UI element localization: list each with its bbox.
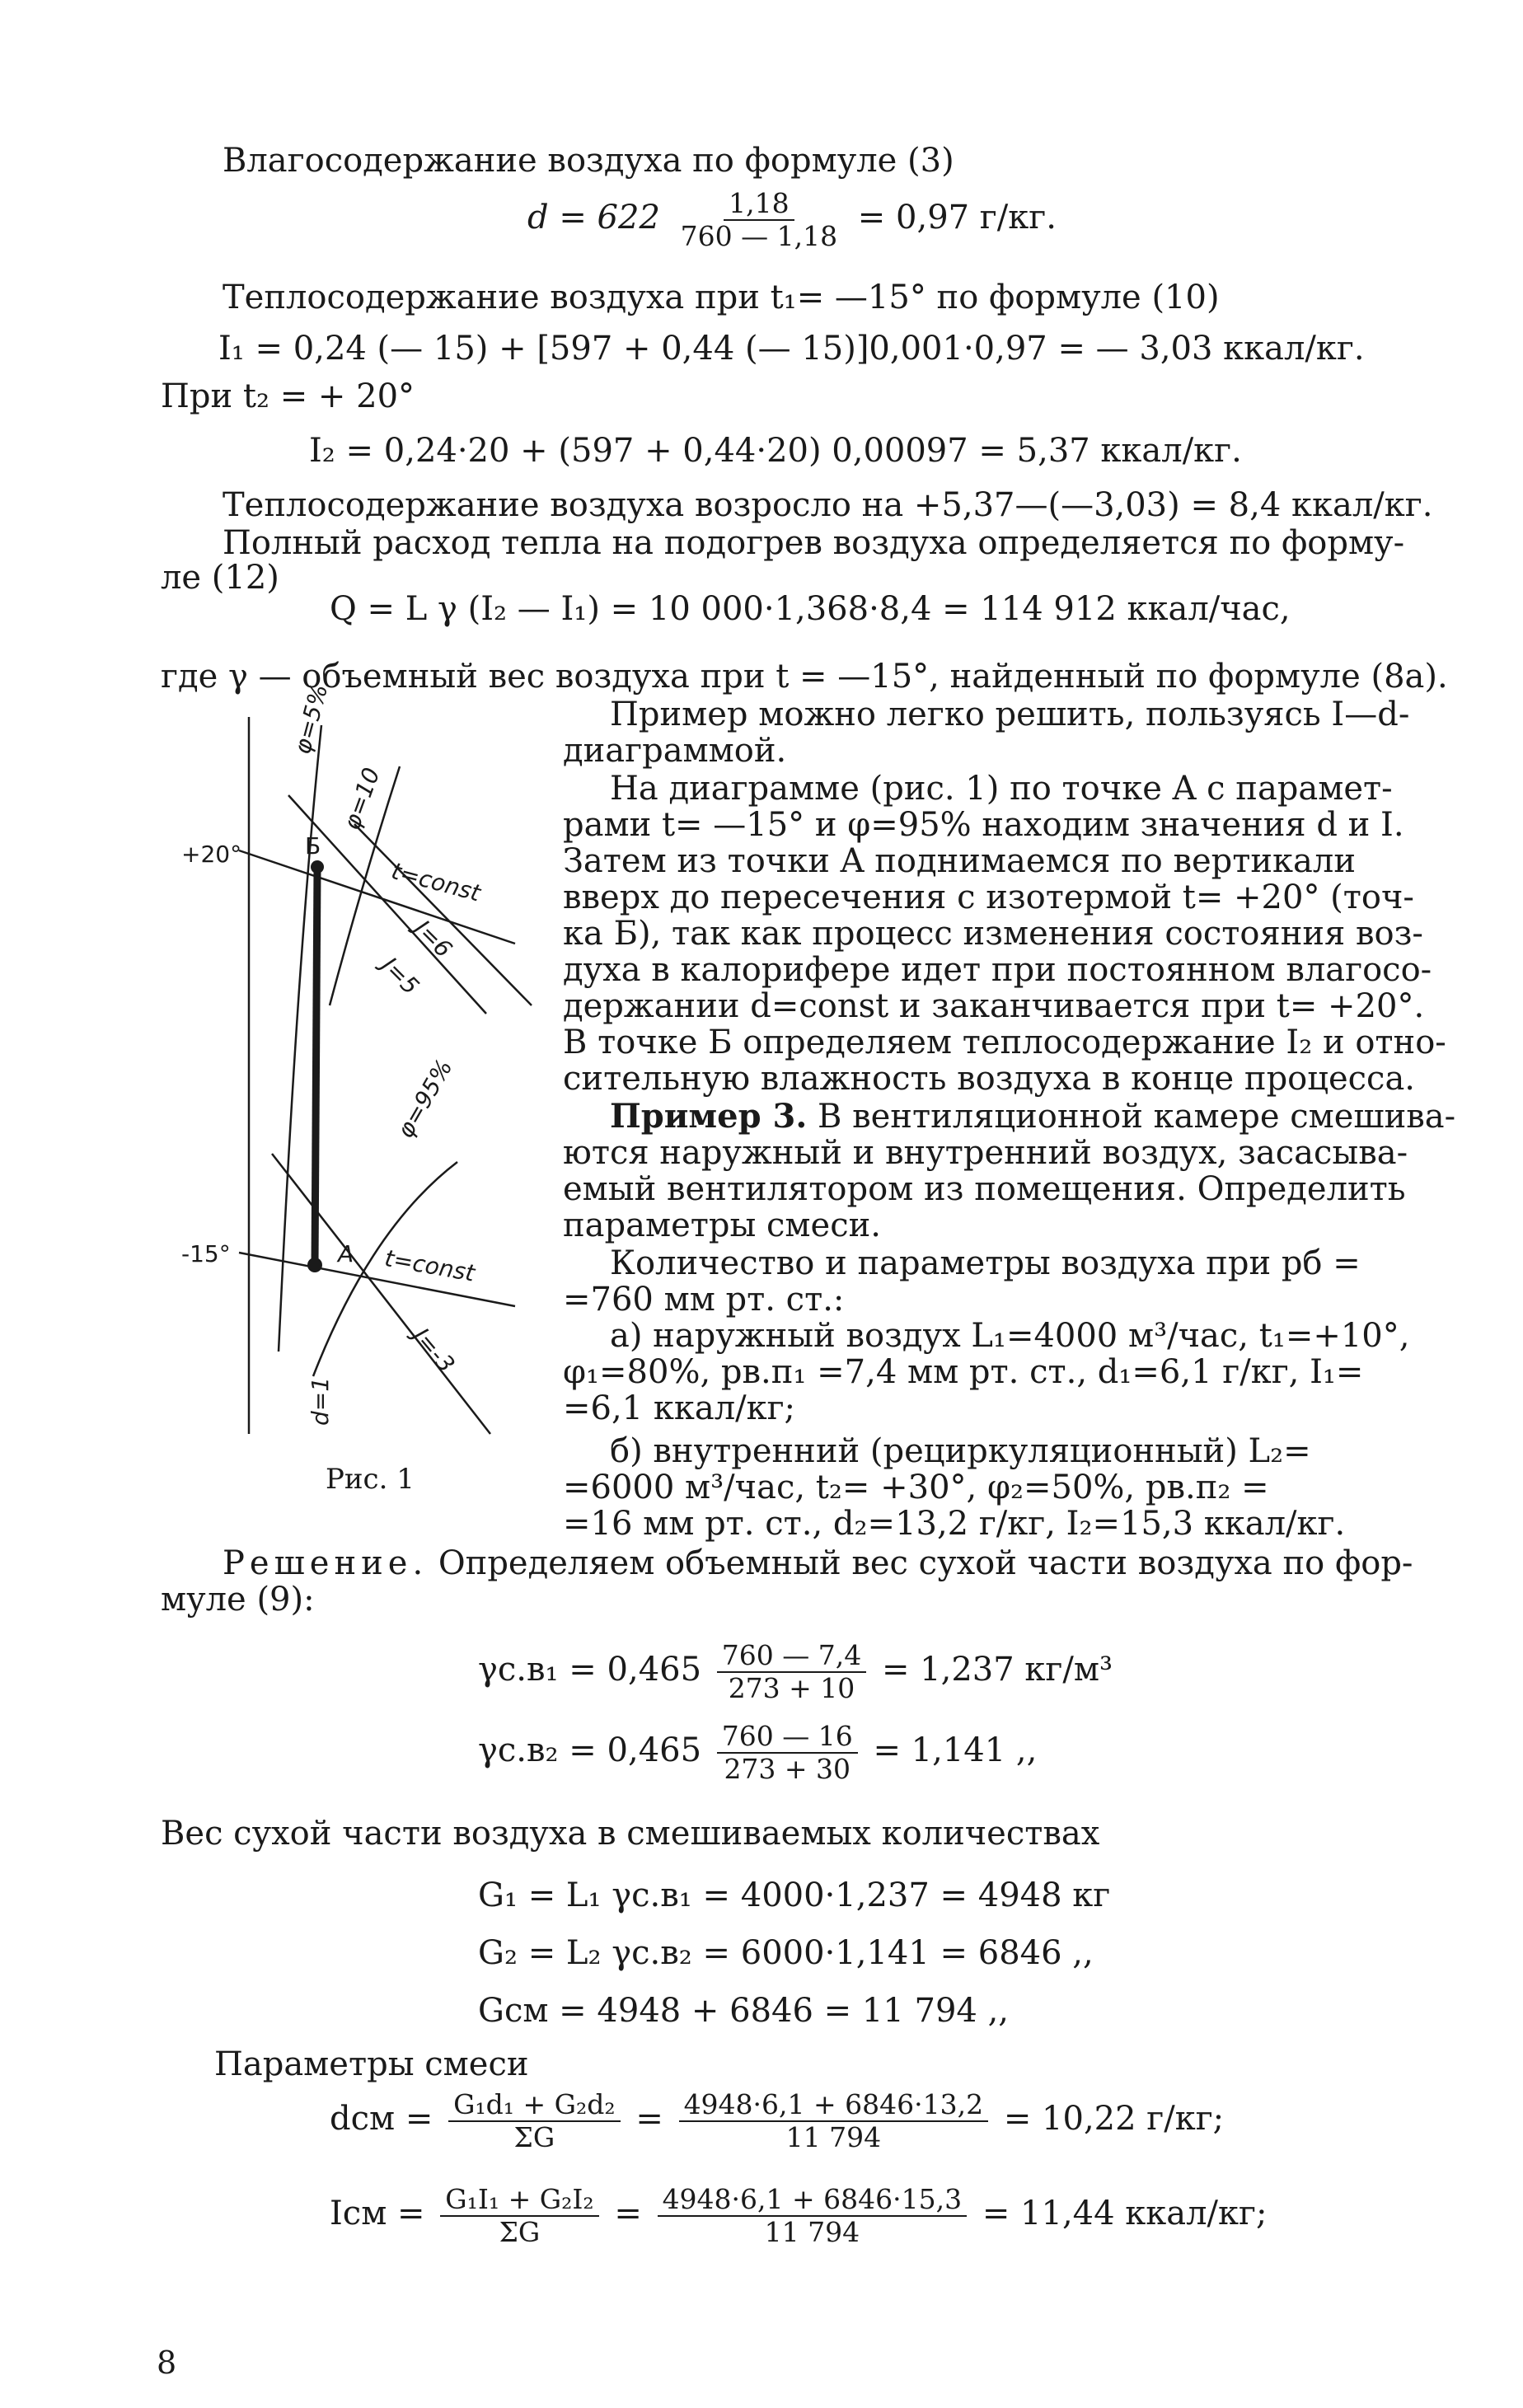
label-J3: J=-3 — [407, 1323, 461, 1378]
page-number: 8 — [157, 2345, 177, 2381]
text-line: Влагосодержание воздуха по формуле (3) — [223, 142, 954, 180]
solution-word: Решение. — [223, 1544, 429, 1582]
label-A: A — [338, 1240, 354, 1267]
figure-caption: Рис. 1 — [326, 1463, 415, 1496]
text-line: диаграммой. — [563, 732, 787, 770]
equation-Gsm: Gсм = 4948 + 6846 = 11 794 ,, — [478, 1992, 1010, 2030]
label-tconst-top: t=const — [388, 857, 484, 907]
eq-lhs: d = 622 — [527, 199, 660, 237]
label-J6: J=6 — [409, 915, 458, 963]
equation-I1: I₁ = 0,24 (— 15) + [597 + 0,44 (— 15)]0,001·0,97 = — 3,03 ккал/кг. — [218, 330, 1365, 368]
enthalpy-J5 — [354, 824, 532, 1005]
text-line: б) внутренний (рециркуляционный) L₂= — [610, 1432, 1311, 1470]
text-line: духа в калорифере идет при постоянном влагосо- — [563, 951, 1432, 989]
equation-Q: Q = L γ (I₂ — I₁) = 10 000·1,368·8,4 = 114 912 ккал/час, — [330, 590, 1291, 628]
text-line: рами t= —15° и φ=95% находим значения d и I. — [563, 806, 1404, 844]
text-line: Вес сухой части воздуха в смешиваемых количествах — [161, 1815, 1100, 1853]
text-line: φ₁=80%, pв.п₁ =7,4 мм рт. ст., d₁=6,1 г/кг, I₁= — [563, 1353, 1364, 1391]
equation-gamma1: γс.в₁ = 0,465 $\frac{760 — 7,4}{273 + 10}$ = 1,237 кг/м³ — [478, 1639, 1113, 1704]
text-line: вверх до пересечения с изотермой t= +20° (точ- — [563, 878, 1414, 916]
equation-I2: I₂ = 0,24·20 + (597 + 0,44·20) 0,00097 = 5,37 ккал/кг. — [309, 432, 1242, 470]
text-line: Затем из точки A поднимаемся по вертикали — [563, 842, 1356, 880]
label-phi95: φ=95% — [391, 1054, 458, 1143]
text-line: параметры смеси. — [563, 1206, 881, 1244]
equation-Ism: Iсм = $\frac{\text{G₁I₁ + G₂I₂}}{\Sigma G}$ = $\frac{4948\cdot 6,1 + 6846\cdot 15,3}{11 794}$ = 11,44 ккал/кг; — [330, 2183, 1268, 2248]
text-line: Пример можно легко решить, пользуясь I—d- — [610, 696, 1410, 733]
label-d1: d=1 — [307, 1376, 334, 1426]
text-line: Теплосодержание воздуха при t₁= —15° по формуле (10) — [223, 279, 1220, 316]
text-line: =16 мм рт. ст., d₂=13,2 г/кг, I₂=15,3 ккал/кг. — [563, 1505, 1346, 1543]
solution-line: Решение. Определяем объемный вес сухой части воздуха по фор- — [223, 1544, 1413, 1582]
text-line: муле (9): — [161, 1581, 315, 1619]
label-J5: J=5 — [376, 952, 425, 1000]
label-tconst-bottom: t=const — [382, 1244, 477, 1287]
text-line: а) наружный воздух L₁=4000 м³/час, t₁=+10°, — [610, 1317, 1410, 1355]
text-line: На диаграмме (рис. 1) по точке A с парамет- — [610, 770, 1393, 808]
equation-dsm: dсм = $\frac{\text{G₁d₁ + G₂d₂}}{\Sigma G}$ = $\frac{4948\cdot 6,1 + 6846\cdot 13,2}{11 794}$ = 10,22 г/кг; — [330, 2088, 1225, 2153]
text-line: =6000 м³/час, t₂= +30°, φ₂=50%, pв.п₂ = — [563, 1469, 1269, 1506]
label-phi10: φ=10 — [338, 764, 386, 834]
example-heading-line: Пример 3. В вентиляционной камере смешива- — [610, 1097, 1456, 1136]
point-A — [307, 1258, 322, 1272]
equation-d — [527, 188, 1057, 252]
label-minus15: -15° — [181, 1240, 231, 1267]
label-B: Б — [305, 832, 321, 860]
enthalpy-J3 — [272, 1154, 490, 1434]
text-line: =6,1 ккал/кг; — [563, 1389, 796, 1427]
text-line: =760 мм рт. ст.: — [563, 1281, 845, 1319]
eq-rhs: = 0,97 г/кг. — [857, 199, 1057, 237]
text-line: Параметры смеси — [214, 2045, 529, 2083]
text-line: Количество и параметры воздуха при pб = — [610, 1244, 1361, 1282]
equation-gamma2: γс.в₂ = 0,465 $\frac{760 — 16}{273 + 30}$ = 1,141 ,, — [478, 1720, 1038, 1785]
text-line: Полный расход тепла на подогрев воздуха определяется по форму- — [223, 524, 1405, 562]
point-B — [311, 860, 324, 874]
fraction: $\frac{1,18}{760 — 1,18}$ — [680, 187, 838, 252]
example-heading: Пример 3. — [610, 1097, 808, 1136]
text-line: сительную влажность воздуха в конце процесса. — [563, 1060, 1416, 1098]
text-line: емый вентилятором из помещения. Определить — [563, 1170, 1406, 1208]
text-line: ле (12) — [161, 559, 279, 597]
text-line: ются наружный и внутренний воздух, засасыва- — [563, 1134, 1408, 1172]
equation-G1: G₁ = L₁ γс.в₁ = 4000·1,237 = 4948 кг — [478, 1876, 1111, 1914]
id-diagram-figure — [190, 717, 544, 1459]
text-line: ка Б), так как процесс изменения состояния воз- — [563, 915, 1423, 953]
text-line: В точке Б определяем теплосодержание I₂ и отно- — [563, 1024, 1446, 1061]
text-line: При t₂ = + 20° — [161, 377, 415, 415]
process-line-d-const — [315, 869, 317, 1265]
label-phi5: φ=5% — [288, 681, 334, 757]
text-line: где γ — объемный вес воздуха при t = —15°, найденный по формуле (8а). — [161, 658, 1448, 696]
text-line: Теплосодержание воздуха возросло на +5,37—(—3,03) = 8,4 ккал/кг. — [223, 486, 1433, 524]
equation-G2: G₂ = L₂ γс.в₂ = 6000·1,141 = 6846 ,, — [478, 1934, 1094, 1972]
text-line: держании d=const и заканчивается при t= +20°. — [563, 987, 1425, 1025]
label-plus20: +20° — [181, 841, 242, 868]
